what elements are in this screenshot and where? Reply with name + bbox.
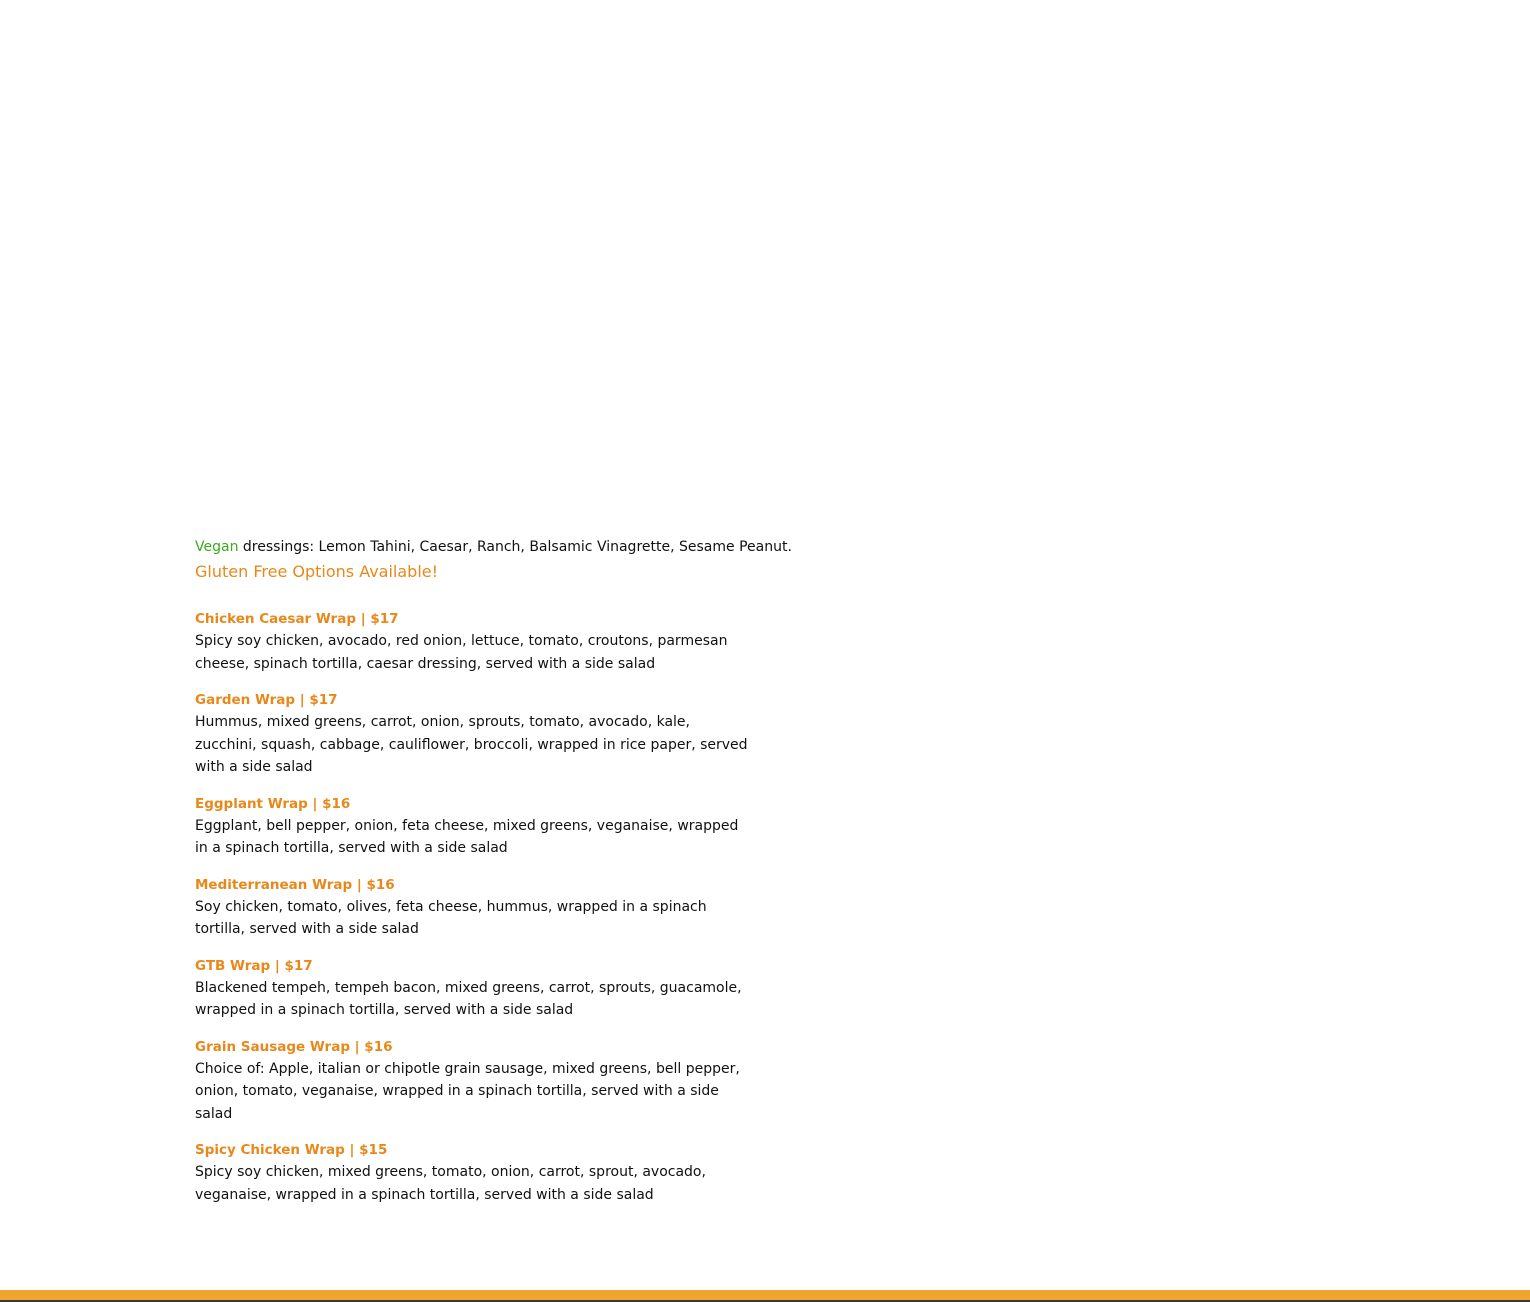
menu-item-chicken-caesar-wrap bbox=[195, 609, 755, 675]
menu-item-spicy-chicken-wrap bbox=[195, 1140, 755, 1206]
menu-item-grain-sausage-wrap bbox=[195, 1037, 755, 1126]
menu-item-title: GTB Wrap | $17 bbox=[195, 957, 313, 974]
menu-item-gtb-wrap bbox=[195, 956, 755, 1022]
menu-item-title: Grain Sausage Wrap | $16 bbox=[195, 1038, 393, 1055]
menu-item-description: Spicy soy chicken, avocado, red onion, lettuce, tomato, croutons, parmesan cheese, spinach tortilla, caesar dressing, served with a side salad bbox=[195, 633, 728, 672]
dressings-list: dressings: Lemon Tahini, Caesar, Ranch, Balsamic Vinagrette, Sesame Peanut. bbox=[238, 539, 792, 555]
wrap-list bbox=[195, 609, 755, 1206]
menu-item-description: Choice of: Apple, italian or chipotle grain sausage, mixed greens, bell pepper, onion, tomato, veganaise, wrapped in a spinach tortilla, served with a side salad bbox=[195, 1060, 740, 1122]
menu-item-title: Garden Wrap | $17 bbox=[195, 692, 338, 708]
menu-item-description: Eggplant, bell pepper, onion, feta cheese, mixed greens, veganaise, wrapped in a spinach tortilla, served with a side salad bbox=[195, 817, 739, 856]
menu-item-description: Hummus, mixed greens, carrot, onion, sprouts, tomato, avocado, kale, zucchini, squash, cabbage, cauliflower, broccoli, wrapped in rice paper, served with a side salad bbox=[195, 714, 748, 775]
menu-item-description: Soy chicken, tomato, olives, feta cheese, hummus, wrapped in a spinach tortilla, served with a side salad bbox=[195, 898, 707, 937]
menu-item-eggplant-wrap bbox=[195, 794, 755, 860]
menu-item-title: Mediterranean Wrap | $16 bbox=[195, 876, 395, 893]
menu-item-description: Blackened tempeh, tempeh bacon, mixed greens, carrot, sprouts, guacamole, wrapped in a spinach tortilla, served with a side salad bbox=[195, 979, 742, 1018]
menu-item-title: Spicy Chicken Wrap | $15 bbox=[195, 1142, 388, 1158]
menu-item-mediterranean-wrap bbox=[195, 875, 755, 941]
gluten-free-notice: Gluten Free Options Available! bbox=[195, 562, 439, 581]
wraps-menu-section bbox=[195, 537, 792, 1221]
menu-item-title: Eggplant Wrap | $16 bbox=[195, 795, 351, 812]
menu-item-garden-wrap bbox=[195, 690, 755, 779]
vegan-label: Vegan bbox=[195, 539, 239, 555]
menu-item-description: Spicy soy chicken, mixed greens, tomato, onion, carrot, sprout, avocado, veganaise, wrapped in a spinach tortilla, served with a side salad bbox=[195, 1164, 706, 1203]
dressings-note bbox=[195, 537, 792, 557]
menu-item-title: Chicken Caesar Wrap | $17 bbox=[195, 611, 399, 627]
